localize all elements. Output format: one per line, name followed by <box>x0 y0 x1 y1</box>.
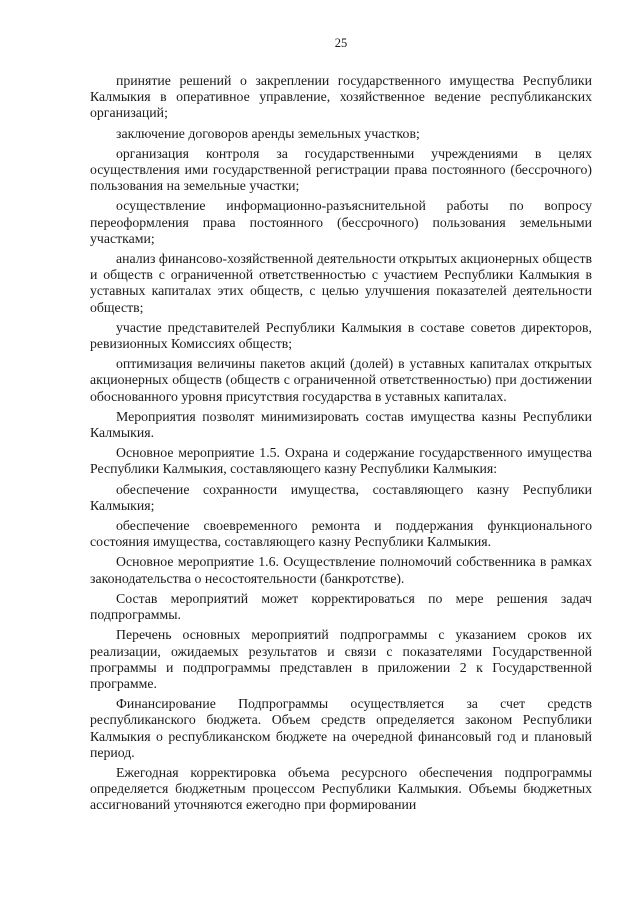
page-number: 25 <box>334 36 348 50</box>
paragraph: осуществление информационно-разъяснительной работы по вопросу переоформления права постоянного (бессрочного) пользования земельными участками; <box>90 198 592 246</box>
paragraph: заключение договоров аренды земельных участков; <box>116 125 420 141</box>
document-body <box>90 73 592 814</box>
paragraph: Основное мероприятие 1.6. Осуществление полномочий собственника в рамках законодательства о несостоятельности (банкротстве). <box>90 554 592 586</box>
paragraph: обеспечение сохранности имущества, составляющего казну Республики Калмыкия; <box>90 481 592 513</box>
paragraph: Ежегодная корректировка объема ресурсного обеспечения подпрограммы определяется бюджетным процессом Республики Калмыкия. Объемы бюджетных ассигнований уточняются ежегодно при формировании <box>90 764 592 813</box>
paragraph: участие представителей Республики Калмыкия в составе советов директоров, ревизионных Комиссиях обществ; <box>90 319 592 352</box>
paragraph: Мероприятия позволят минимизировать состав имущества казны Республики Калмыкия. <box>90 408 592 441</box>
paragraph: анализ финансово-хозяйственной деятельности открытых акционерных обществ и обществ с ограниченной ответственностью с участием Республики Калмыкия в уставных капиталах этих обществ, с целью улучшения показателей деятельности обществ; <box>90 251 592 315</box>
paragraph: обеспечение своевременного ремонта и поддержания функционального состояния имущества, составляющего казну Республики Калмыкия. <box>90 518 592 550</box>
paragraph: принятие решений о закреплении государственного имущества Республики Калмыкия в оперативное управление, хозяйственное ведение республиканских организаций; <box>90 73 592 121</box>
paragraph: Финансирование Подпрограммы осуществляется за счет средств республиканского бюджета. Объем средств определяется законом Республики Калмыкия о республиканском бюджете на очередной финансовый год и плановый период. <box>90 696 592 760</box>
paragraph: Состав мероприятий может корректироваться по мере решения задач подпрограммы. <box>90 590 592 623</box>
paragraph: оптимизация величины пакетов акций (долей) в уставных капиталах открытых акционерных обществ (обществ с ограниченной ответственностью) при достижении обоснованного уровня присутствия государства в уставных капиталах. <box>90 356 592 404</box>
paragraph: Перечень основных мероприятий подпрограммы с указанием сроков их реализации, ожидаемых результатов и связи с показателями Государственной программы и подпрограммы представлен в приложении 2 к Государственной программе. <box>90 627 592 691</box>
paragraph: Основное мероприятие 1.5. Охрана и содержание государственного имущества Республики Калмыкия, составляющего казну Республики Калмыкия: <box>90 445 592 477</box>
paragraph: организация контроля за государственными учреждениями в целях осуществления ими государственной регистрации права постоянного (бессрочного) пользования на земельные участки; <box>90 145 592 194</box>
